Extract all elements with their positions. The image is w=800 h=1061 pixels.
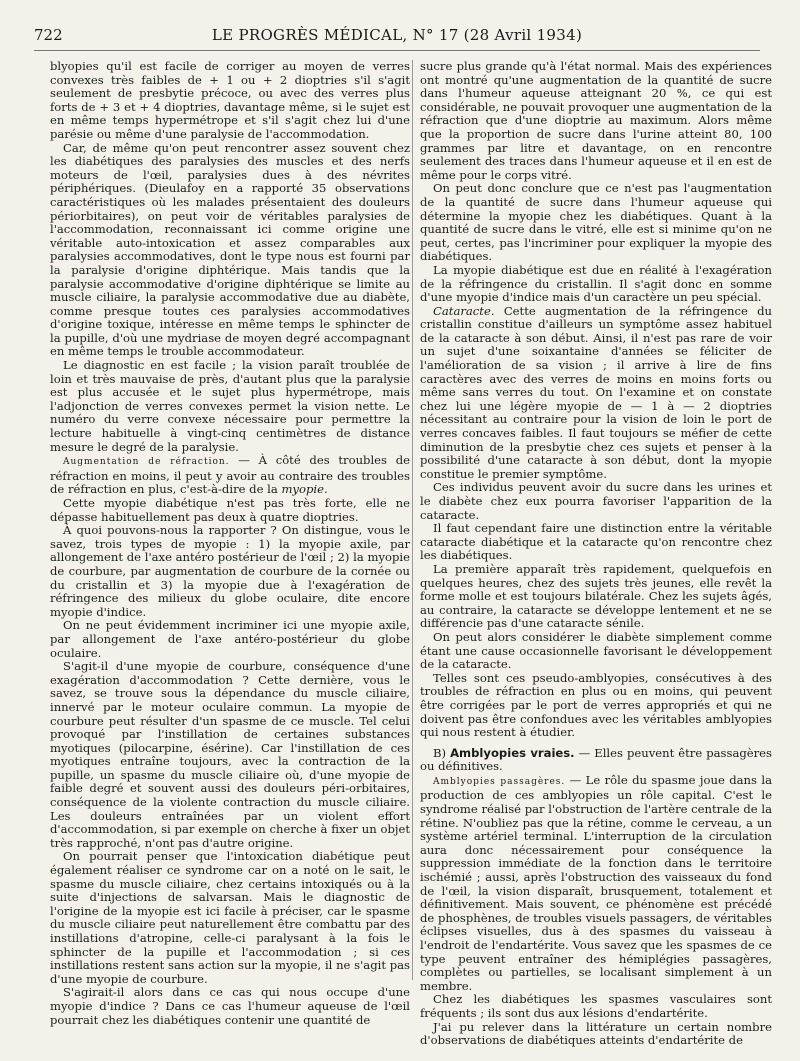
section-label: Cataracte.	[433, 303, 495, 318]
paragraph: Telles sont ces pseudo-amblyopies, consécutives à des troubles de réfraction en plus ou en moins, qui peuvent être corrigées par le port de verres appropriés et qui ne doivent pas être confondues avec les véritables amblyopies qui nous restent à étudier.	[420, 670, 772, 740]
right-column	[420, 60, 772, 1048]
page-number: 722	[34, 26, 63, 44]
section-heading: B) Amblyopies vraies. — Elles peuvent être passagères ou définitives.	[420, 745, 772, 774]
paragraph: blyopies qu'il est facile de corriger au moyen de verres convexes très faibles de + 1 ou + 2 dioptries s'il s'agit seulement de presbytie précoce, ou avec des verres plus forts de + 3 et + 4 dioptries, davantage même, si le sujet est en même temps hypermétrope et s'il s'agit chez lui d'une parésie ou même d'une paralysie de l'accommodation.	[50, 59, 410, 141]
section-label: Amblyopies passagères.	[433, 776, 566, 787]
paragraph: À quoi pouvons-nous la rapporter ? On distingue, vous le savez, trois types de myopie : 1) la myopie axile, par allongement de l'axe antéro postérieur de l'œil ; 2) la myopie de courbure, par augmentation de courbure de la cornée ou du cristallin et 3) la myopie due à l'exagération de réfringence des milieux du globe oculaire, dite encore myopie d'indice.	[50, 523, 410, 619]
paragraph: J'ai pu relever dans la littérature un certain nombre d'observations de diabétiques atteints d'endartérite de	[420, 1019, 772, 1048]
paragraph: S'agirait-il alors dans ce cas qui nous occupe d'une myopie d'indice ? Dans ce cas l'humeur aqueuse de l'œil pourrait chez les diabétiques contenir une quantité de	[50, 985, 410, 1027]
paragraph: Cette myopie diabétique n'est pas très forte, elle ne dépasse habituellement pas deux à quatre dioptries.	[50, 496, 410, 524]
paragraph: Il faut cependant faire une distinction entre la véritable cataracte diabétique et la cataracte qu'on rencontre chez les diabétiques.	[420, 521, 772, 563]
section-number: B)	[433, 745, 447, 760]
column-divider	[412, 60, 413, 980]
paragraph: Augmentation de réfraction. — À côté des troubles de réfraction en moins, il peut y avoir au contraire des troubles de réfraction en plus, c'est-à-dire de la myopie.	[50, 453, 410, 497]
left-column	[50, 60, 410, 1027]
paragraph: S'agit-il d'une myopie de courbure, conséquence d'une exagération d'accommodation ? Cette dernière, vous le savez, se trouve sous la dépendance du muscle ciliaire, innervé par le moteur oculaire commun. La myopie de courbure peut résulter d'un spasme de ce muscle. Tel celui provoqué par l'instillation de certaines substances myotiques (pilocarpine, ésérine). Car l'instillation de ces myotiques entraîne toujours, avec la contraction de la pupille, un spasme du muscle ciliaire où, d'une myopie de faible degré et souvent aussi des douleurs péri-orbitaires, conséquence de la violente contraction du muscle ciliaire. Les douleurs entraînées par un violent effort d'accommodation, si par exemple on cherche à fixer un objet très rapproché, n'ont pas d'autre origine.	[50, 659, 410, 850]
paragraph: Chez les diabétiques les spasmes vasculaires sont fréquents ; ils sont dus aux lésions d'endartérite.	[420, 992, 772, 1020]
paragraph: On peut alors considérer le diabète simplement comme étant une cause occasionnelle favorisant le développement de la cataracte.	[420, 629, 772, 672]
header-rule	[34, 50, 760, 51]
paragraph: On pourrait penser que l'intoxication diabétique peut également réaliser ce syndrome car on a noté on le sait, le spasme du muscle ciliaire, chez certains intoxiqués ou à la suite d'injections de salvarsan. Mais le diagnostic de l'origine de la myopie est ici facile à préciser, car le spasme du muscle ciliaire peut naturellement être combattu par des instillations d'atropine, celle-ci paralysant à la fois le sphincter de la pupille et l'accommodation ; si ces instillations restent sans action sur la myopie, il ne s'agit pas d'une myopie de courbure.	[50, 849, 410, 986]
paragraph: Ces individus peuvent avoir du sucre dans les urines et le diabète chez eux pourra favoriser l'apparition de la cataracte.	[420, 480, 772, 522]
page-header	[34, 26, 760, 46]
paragraph: Cataracte. Cette augmentation de la réfringence du cristallin constitue d'ailleurs un symptôme assez habituel de la cataracte à son début. Ainsi, il n'est pas rare de voir un sujet d'une soixantaine d'années se féliciter de l'amélioration de sa vision ; il arrive à lire de fins caractères avec des verres de moins en moins forts ou même sans verres du tout. On l'examine et on constate chez lui une légère myopie de — 1 à — 2 dioptries nécessitant au contraire pour la vision de loin le port de verres concaves faibles. Il faut toujours se méfier de cette diminution de la presbytie chez ces sujets et penser à la possibilité d'une cataracte à son début, dont la myopie constitue le premier symptôme.	[420, 303, 772, 481]
paragraph: Le diagnostic en est facile ; la vision paraît troublée de loin et très mauvaise de près, d'autant plus que la paralysie est plus accusée et le sujet plus hypermétrope, mais l'adjonction de verres convexes permet la vision nette. Le numéro du verre convexe nécessaire pour permettre la lecture habituelle à vingt-cinq centimètres de distance mesure le degré de la paralysie.	[50, 358, 410, 454]
paragraph: La myopie diabétique est due en réalité à l'exagération de la réfringence du cristallin. Il s'agit donc en somme d'une myopie d'indice mais d'un caractère un peu spécial.	[420, 262, 772, 305]
section-label: Augmentation de réfraction.	[63, 457, 230, 468]
paragraph: On peut donc conclure que ce n'est pas l'augmentation de la quantité de sucre dans l'humeur aqueuse qui détermine la myopie chez les diabétiques. Quant à la quantité de sucre dans le vitré, elle est si minime qu'on ne peut, certes, pas l'incriminer pour expliquer la myopie des diabétiques.	[420, 181, 772, 264]
emphasis: myopie.	[281, 482, 328, 497]
paragraph: La première apparaît très rapidement, quelquefois en quelques heures, chez des sujets très jeunes, elle revêt la forme molle et est toujours bilatérale. Chez les sujets âgés, au contraire, la cataracte se développe lentement et ne se différencie pas d'une cataracte sénile.	[420, 561, 772, 631]
paragraph: sucre plus grande qu'à l'état normal. Mais des expériences ont montré qu'une augmentation de la quantité de sucre dans l'humeur aqueuse atteignant 20 %, ce qui est considérable, ne pouvait provoquer une augmentation de la réfraction que d'une dioptrie au maximum. Alors même que la proportion de sucre dans l'urine atteint 80, 100 grammes par litre et davantage, on en rencontre seulement des traces dans l'humeur aqueuse et il en est de même pour le corps vitré.	[420, 59, 772, 182]
section-title: Amblyopies vraies.	[450, 745, 575, 760]
paragraph: Amblyopies passagères. — Le rôle du spasme joue dans la production de ces amblyopies un rôle capital. C'est le syndrome réalisé par l'obstruction de l'artère centrale de la rétine. N'oubliez pas que la rétine, comme le cerveau, a un système artériel terminal. L'interruption de la circulation aura donc nécessairement pour conséquence la suppression immédiate de la fonction dans le territoire ischémié ; aussi, après l'obstruction des vaisseaux du fond de l'œil, la vision disparaît, brusquement, totalement et définitivement. Mais souvent, ce phénomène est précédé de phosphènes, de troubles visuels passagers, de véritables éclipses visuelles, dus à des spasmes du vaisseau à l'endroit de l'endartérite. Vous savez que les spasmes de ce type peuvent entraîner des hémiplégies passagères, complètes ou partielles, se localisant simplement à un membre.	[420, 772, 772, 993]
paragraph: On ne peut évidemment incriminer ici une myopie axile, par allongement de l'axe antéro-postérieur du globe oculaire.	[50, 618, 410, 660]
paragraph: Car, de même qu'on peut rencontrer assez souvent chez les diabétiques des paralysies des muscles et des nerfs moteurs de l'œil, paralysies dues à des névrites périphériques. (Dieulafoy en a rapporté 35 observations caractéristiques où les malades présentaient des douleurs périorbitaires), on peut voir de véritables paralysies de l'accommodation, reconnaissant ici comme origine une véritable auto-intoxication et assez comparables aux paralysies accommodatives, dont le type nous est fourni par la paralysie d'origine diphtérique. Mais tandis que la paralysie accommodative d'origine diphtérique se limite au muscle ciliaire, la paralysie accommodative due au diabète, comme presque toutes ces paralysies accommodatives d'origine toxique, intéresse en même temps le sphincter de la pupille, d'où une mydriase de moyen degré accompagnant en même temps le trouble accommodateur.	[50, 140, 410, 359]
running-title: LE PROGRÈS MÉDICAL, N° 17 (28 Avril 1934)	[211, 26, 583, 44]
